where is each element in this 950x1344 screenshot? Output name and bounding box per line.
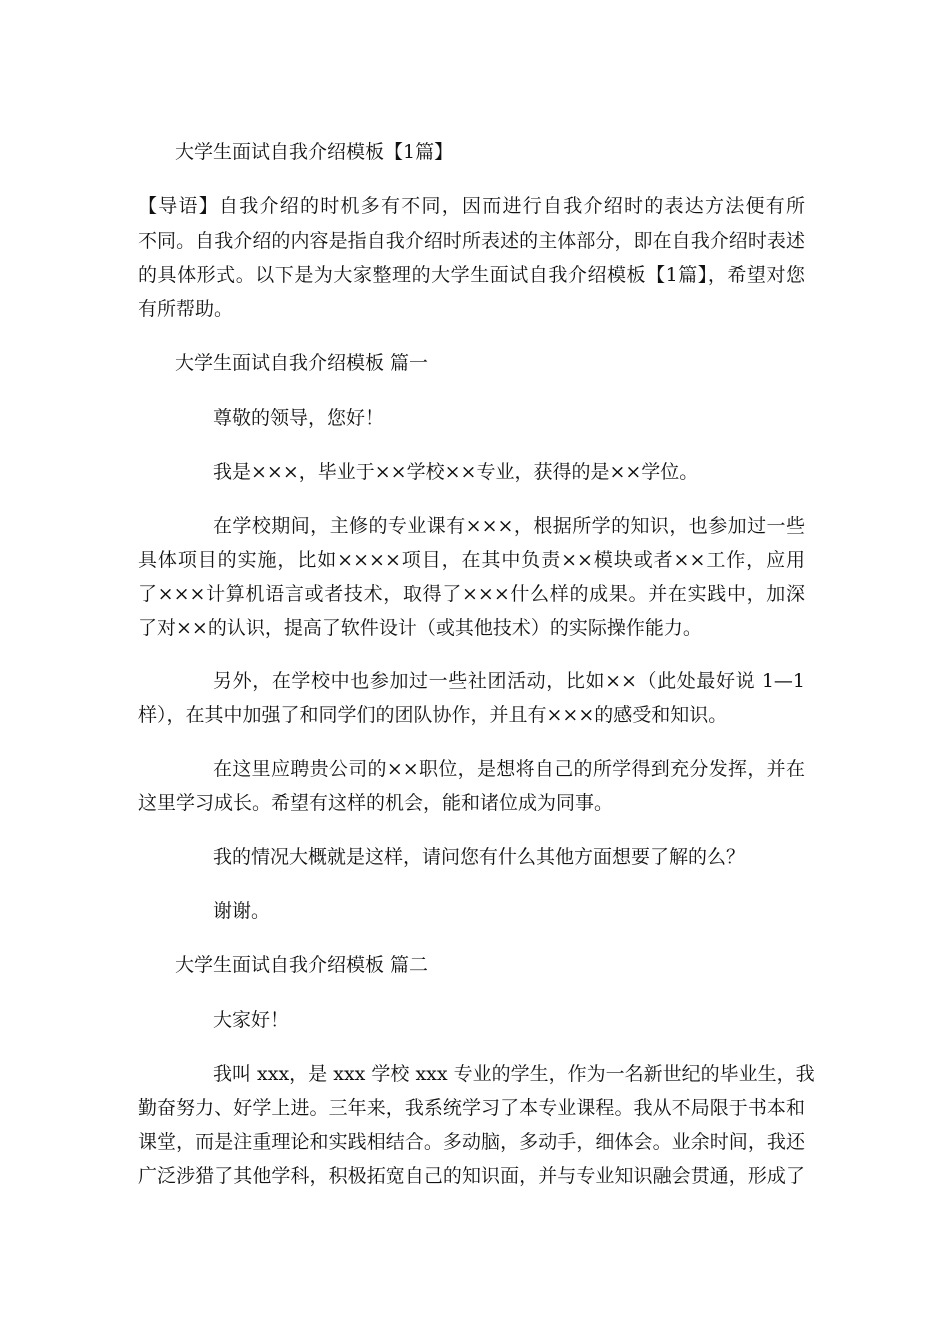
paragraph-line: 我叫 xxx，是 xxx 学校 xxx 专业的学生，作为一名新世纪的毕业生，我 [213,1063,815,1085]
greeting: 尊敬的领导，您好！ [213,407,385,429]
section-heading: 大学生面试自我介绍模板 篇二 [175,954,429,976]
paragraph-line: 另外，在学校中也参加过一些社团活动，比如××（此处最好说 1—1 [213,670,805,692]
paragraph-line: 在这里应聘贵公司的××职位，是想将自己的所学得到充分发挥，并在 [213,758,805,780]
paragraph-line: 的具体形式。以下是为大家整理的大学生面试自我介绍模板【1篇】，希望对您 [138,264,805,286]
paragraph-line: 不同。自我介绍的内容是指自我介绍时所表述的主体部分，即在自我介绍时表述 [138,230,805,252]
paragraph-line: 我是×××，毕业于××学校××专业，获得的是××学位。 [213,461,699,483]
paragraph-line: 这里学习成长。希望有这样的机会，能和诸位成为同事。 [138,792,614,814]
paragraph-line: 勤奋努力、好学上进。三年来，我系统学习了本专业课程。我从不局限于书本和 [138,1097,805,1119]
paragraph-line: 在学校期间，主修的专业课有×××，根据所学的知识，也参加过一些 [213,515,805,537]
closing-thanks: 谢谢。 [213,900,271,922]
paragraph-line: 我的情况大概就是这样，请问您有什么其他方面想要了解的么？ [213,846,746,868]
paragraph-line: 课堂，而是注重理论和实践相结合。多动脑，多动手，细体会。业余时间，我还 [138,1131,805,1153]
section-heading: 大学生面试自我介绍模板 篇一 [175,352,429,374]
paragraph-line: 广泛涉猎了其他学科，积极拓宽自己的知识面，并与专业知识融会贯通，形成了 [138,1165,805,1187]
greeting: 大家好！ [213,1009,290,1031]
document-title: 大学生面试自我介绍模板【1篇】 [175,141,454,163]
paragraph-line: 样），在其中加强了和同学们的团队协作，并且有×××的感受和知识。 [138,704,728,726]
paragraph-line: 有所帮助。 [138,298,234,320]
paragraph-line: 具体项目的实施，比如××××项目，在其中负责××模块或者××工作，应用 [138,549,805,571]
paragraph-line: 【导语】自我介绍的时机多有不同，因而进行自我介绍时的表达方法便有所 [138,195,805,217]
paragraph-line: 了对××的认识，提高了软件设计（或其他技术）的实际操作能力。 [138,617,702,639]
paragraph-line: 了×××计算机语言或者技术，取得了×××什么样的成果。并在实践中，加深 [138,583,805,605]
